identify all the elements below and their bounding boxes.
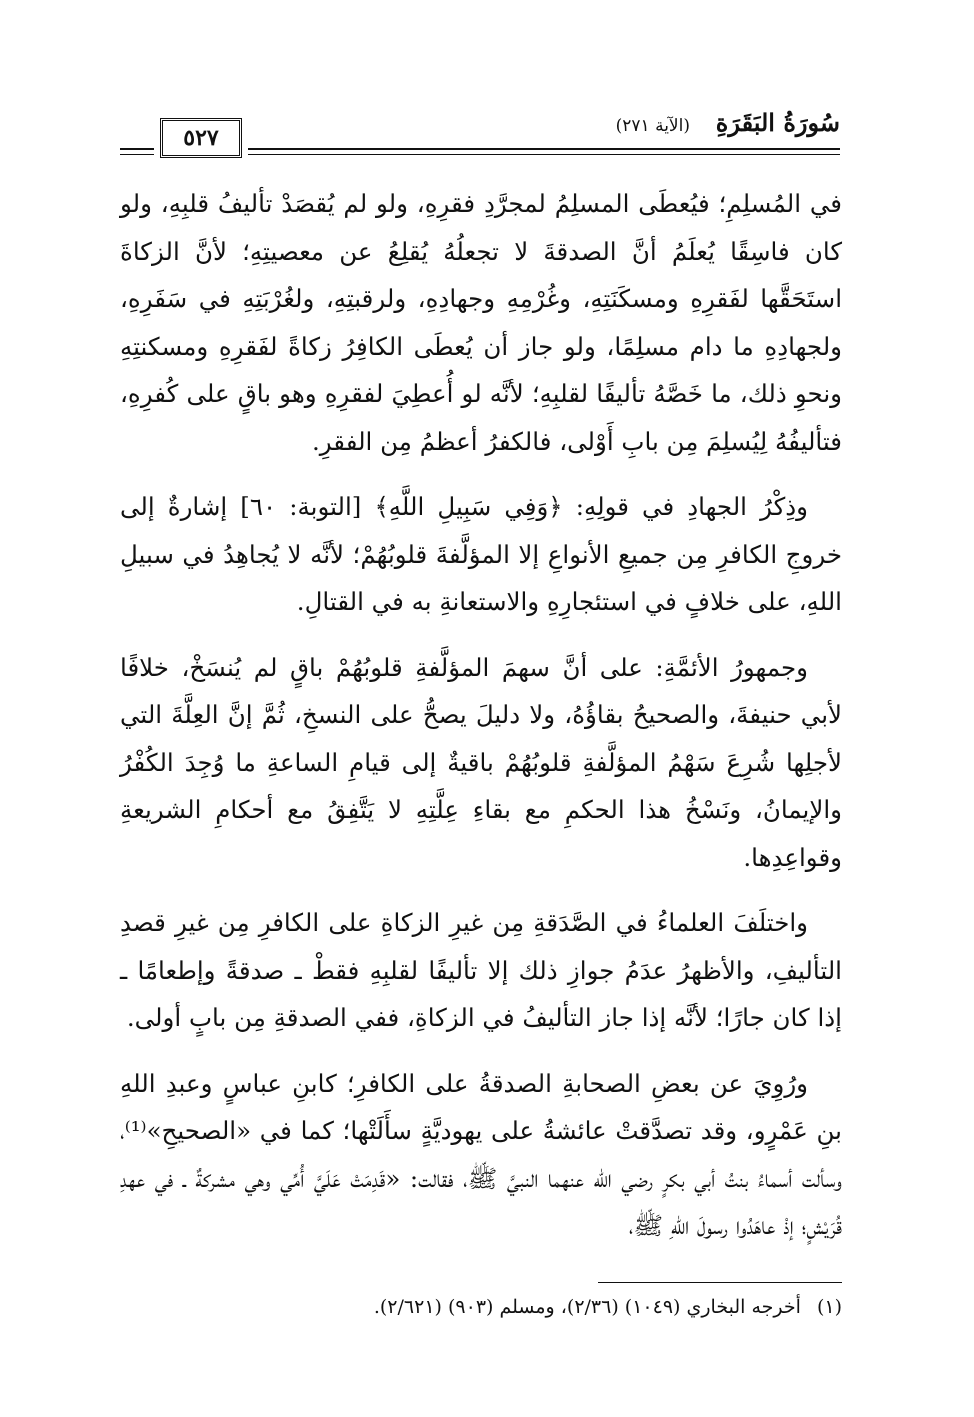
paragraph: ورُوِيَ عن بعضِ الصحابةِ الصدقةُ على الكافرِ؛ كابنِ عباسٍ وعبدِ اللهِ بنِ عَمْرٍو، وقد تصدَّقتْ عائشةُ على يهوديَّةٍ سأَلَتْها؛ كما في «الصحيحِ»⁽¹⁾، وسألت أسماءُ بنتُ أبي بكرٍ رضي الله عنهما النبيَّ ﷺ، فقالت: «قَدِمَتْ عَلَيَّ أُمِّي وهي مشركةٌ ـ في عهدِ قُرَيْشٍ؛ إذْ عاهَدُوا رسولَ اللهِ ﷺ،: [120, 1068, 842, 1240]
header-rule-left-thin: [120, 154, 154, 155]
header-rule-left: [120, 148, 154, 150]
paragraph: وذِكْرُ الجهادِ في قولِهِ: ﴿وَفِي سَبِيلِ اللَّهِ﴾ [التوبة: ٦٠] إشارةٌ إلى خروجِ الكافرِ مِن جميعِ الأنواعِ إلا المؤلَّفةَ قلوبُهُمْ؛ لأنَّه لا يُجاهِدُ في سبيلِ اللهِ، على خلافٍ في استئجارِهِ والاستعانةِ به في القتالِ.: [120, 492, 842, 616]
header-rule-thin: [248, 154, 840, 155]
page-number: ٥٢٧: [183, 125, 219, 151]
paragraph: في المُسلِمِ؛ فيُعطَى المسلِمُ لمجرَّدِ فقرِهِ، ولو لم يُقصَدْ تأليفُ قلبِهِ، ولو كان فاسِقًا يُعلَمُ أنَّ الصدقةَ لا تجعلُهُ يُقلِعُ عن معصيتِهِ؛ لأنَّ الزكاةَ استَحَقَّها لفَقرِهِ ومسكَنَتِهِ، وغُرْمِهِ وجهادِهِ، ولرقبتِهِ، ولغُرْبَتِهِ في سَفَرِهِ، ولجهادِهِ ما دام مسلِمًا، ولو جاز أن يُعطَى الكافِرُ زكاةً لفَقرِهِ ومسكنتِهِ ونحوِ ذلك، ما خَصَّهُ تأليفًا لقلبِهِ؛ لأنَّه لو أُعطِيَ لفقرِهِ وهو باقٍ على كُفرِهِ، فتأليفُهُ لِيُسلِمَ مِن بابِ أَوْلى، فالكفرُ أعظمُ مِن الفقرِ.: [120, 189, 842, 456]
header-rule: [248, 148, 840, 150]
footnote-number: (١): [816, 1296, 842, 1318]
surah-title: سُورَةُ البَقَرَةِ: [715, 108, 840, 137]
paragraph: وجمهورُ الأئمَّةِ: على أنَّ سهمَ المؤلَّفةِ قلوبُهُمْ باقٍ لم يُنسَخْ، خلافًا لأبي حنيفةَ، والصحيحُ بقاؤُهُ، ولا دليلَ يصحُّ على النسخِ، ثُمَّ إنَّ العِلَّةَ التي لأجلِها شُرِعَ سَهْمُ المؤلَّفةِ قلوبُهُمْ باقيةٌ إلى قيامِ الساعةِ ما وُجِدَ الكُفْرُ والإيمانُ، ونَسْخُ هذا الحكمِ مع بقاءِ عِلَّتِهِ لا يَتَّفِقُ مع أحكامِ الشريعةِ وقواعِدِها.: [120, 652, 842, 872]
verse-reference: (الآية ٢٧١): [615, 116, 690, 136]
main-text: [120, 180, 842, 1250]
footnote-separator: [598, 1282, 842, 1283]
paragraph: واختلَفَ العلماءُ في الصَّدَقةِ مِن غيرِ الزكاةِ على الكافرِ مِن غيرِ قصدِ التأليفِ، والأظهرُ عدَمُ جوازِ ذلك إلا تأليفًا لقلبِهِ فقطْ ـ صدقةً وإطعامًا ـ إذا كان جارًا؛ لأنَّه إذا جاز التأليفُ في الزكاةِ، ففي الصدقةِ مِن بابٍ أولى.: [120, 908, 842, 1032]
page-number-box: [160, 118, 242, 158]
page-header: [120, 104, 840, 164]
footnote: [120, 1292, 842, 1322]
footnote-text: أخرجه البخاري (١٠٤٩) (٢/٣٦)، ومسلم (٩٠٣) (٢/٦٢١).: [373, 1296, 801, 1318]
